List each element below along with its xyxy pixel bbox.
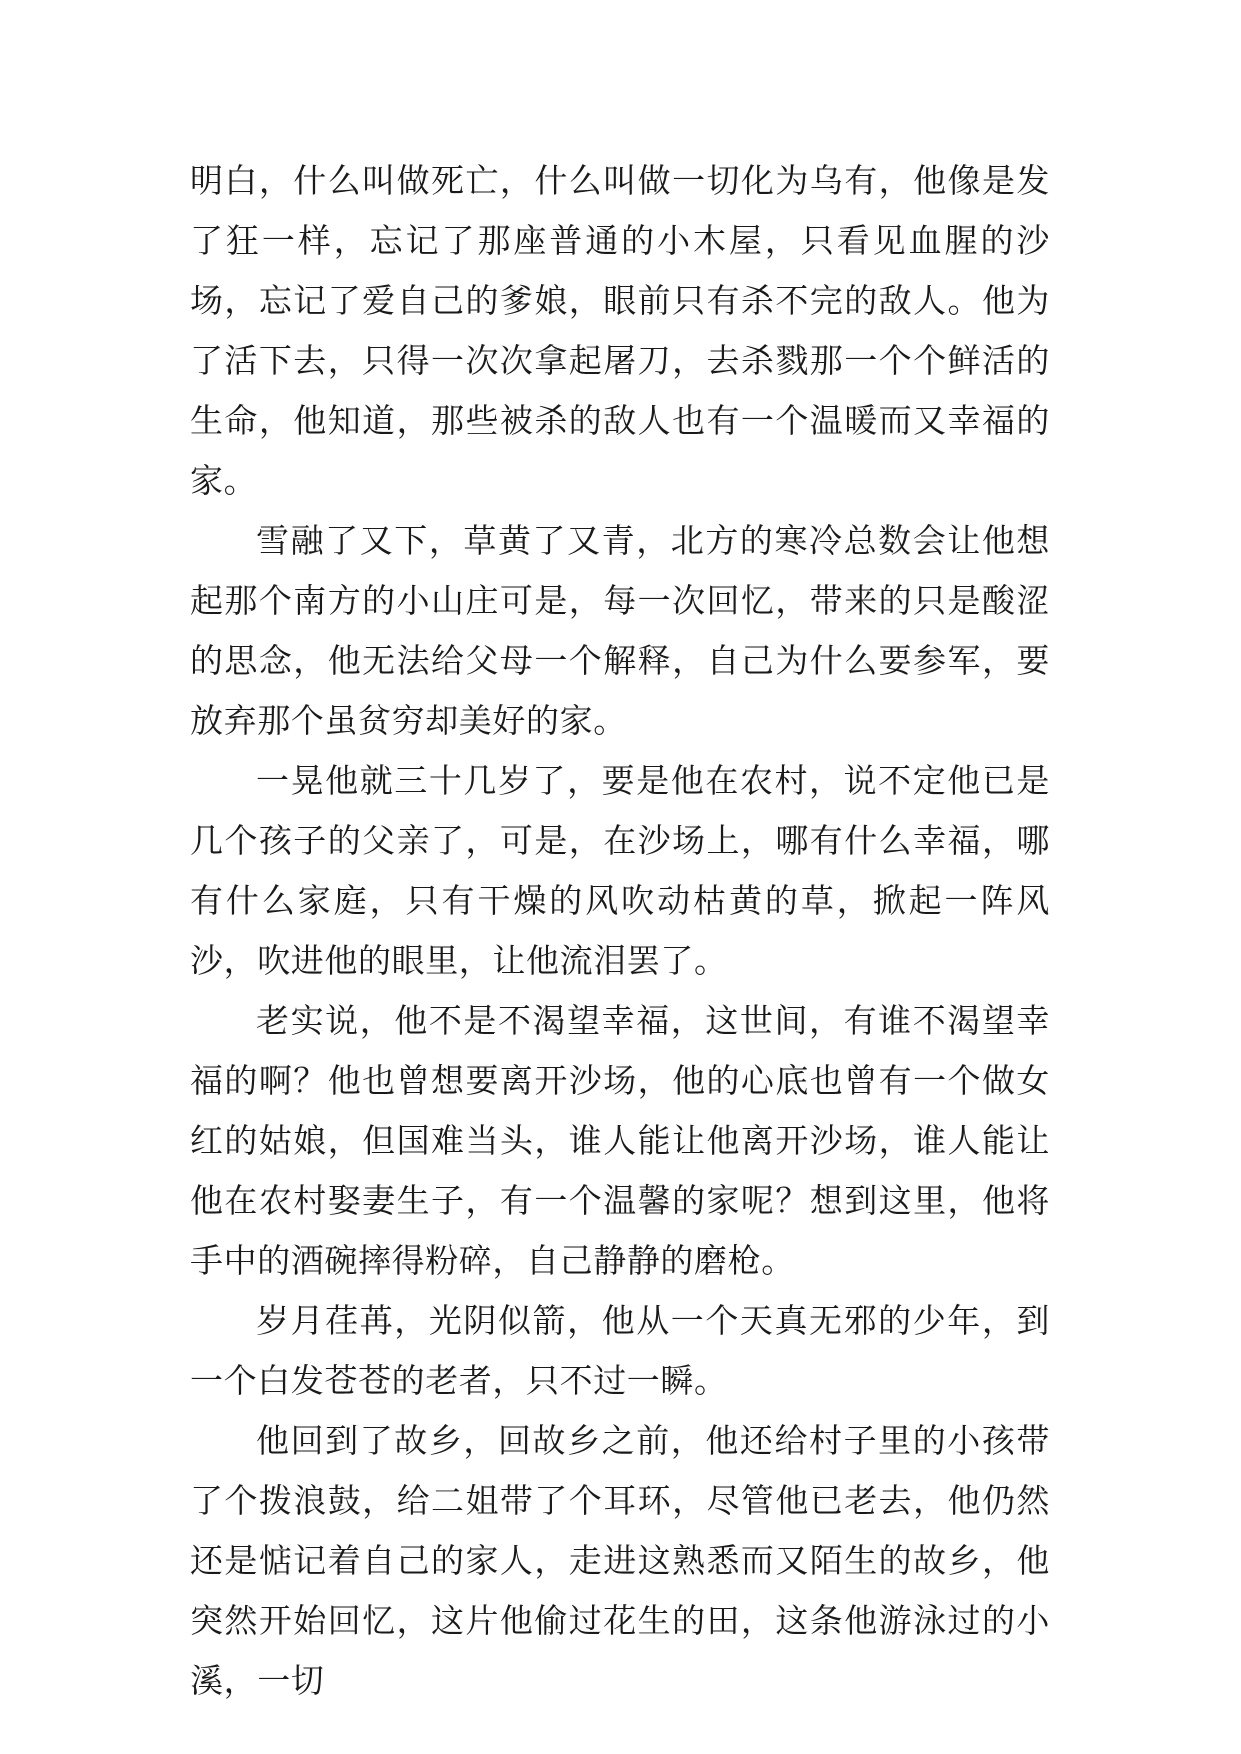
paragraph-2: 雪融了又下，草黄了又青，北方的寒冷总数会让他想起那个南方的小山庄可是，每一次回忆，带来的只是酸涩的思念，他无法给父母一个解释，自己为什么要参军，要放弃那个虽贫穷却美好的家。: [190, 521, 1050, 740]
paragraph-3: 一晃他就三十几岁了，要是他在农村，说不定他已是几个孩子的父亲了，可是，在沙场上，哪有什么幸福，哪有什么家庭，只有干燥的风吹动枯黄的草，掀起一阵风沙，吹进他的眼里，让他流泪罢了。: [190, 761, 1050, 980]
document-page: [190, 151, 1050, 1711]
paragraph-5: 岁月荏苒，光阴似箭，他从一个天真无邪的少年，到一个白发苍苍的老者，只不过一瞬。: [190, 1301, 1050, 1400]
paragraph-6: 他回到了故乡，回故乡之前，他还给村子里的小孩带了个拨浪鼓，给二姐带了个耳环，尽管他已老去，他仍然还是惦记着自己的家人，走进这熟悉而又陌生的故乡，他突然开始回忆，这片他偷过花生的田，这条他游泳过的小溪，一切: [190, 1421, 1050, 1700]
paragraph-4: 老实说，他不是不渴望幸福，这世间，有谁不渴望幸福的啊？他也曾想要离开沙场，他的心底也曾有一个做女红的姑娘，但国难当头，谁人能让他离开沙场，谁人能让他在农村娶妻生子，有一个温馨的家呢？想到这里，他将手中的酒碗摔得粉碎，自己静静的磨枪。: [190, 1001, 1050, 1280]
paragraph-1: 明白，什么叫做死亡，什么叫做一切化为乌有，他像是发了狂一样，忘记了那座普通的小木屋，只看见血腥的沙场，忘记了爱自己的爹娘，眼前只有杀不完的敌人。他为了活下去，只得一次次拿起屠刀，去杀戮那一个个鲜活的生命，他知道，那些被杀的敌人也有一个温暖而又幸福的家。: [190, 161, 1050, 500]
